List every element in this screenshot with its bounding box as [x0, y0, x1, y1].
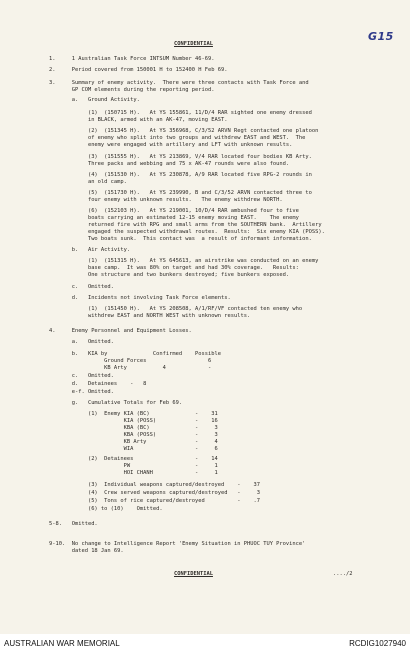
doc-line: of enemy who split into two groups and withdrew EAST and WEST. The: [49, 135, 306, 141]
doc-line: b. KIA by Confirmed Possible: [49, 351, 222, 357]
doc-line: (3) (151555 H). At YS 213869, V/4 RAR located four bodies KB Arty.: [49, 154, 312, 160]
doc-line: withdrew EAST and NORTH WEST with unknown results.: [49, 313, 251, 319]
doc-line: d. Incidents not involving Task Force elements.: [49, 295, 231, 301]
doc-line: Ground Forces 6: [49, 358, 212, 364]
doc-line: (6) (152103 H). At YS 219001, 10/D/4 RAR ambushed four to five: [49, 208, 299, 214]
doc-line: (5) (151730 H). At YS 239990, B and C/3/52 ARVN contacted three to: [49, 190, 312, 196]
doc-line: returned fire with RPG and small arms from the SOUTHERN bank. Artillery: [49, 222, 322, 228]
doc-line: c. Omitted.: [49, 284, 114, 290]
doc-line: an old camp.: [49, 179, 127, 185]
classification-footer: CONFIDENTIAL: [174, 571, 213, 577]
doc-line: (6) to (10) Omitted.: [49, 506, 163, 512]
doc-line: enemy were engaged with artillery and LFT with unknown results.: [49, 142, 293, 148]
archive-name: AUSTRALIAN WAR MEMORIAL: [4, 639, 120, 648]
doc-line: dated 18 Jan 69.: [49, 548, 124, 554]
doc-line: a. Omitted.: [49, 339, 114, 345]
doc-line: PW - 1: [49, 463, 218, 469]
doc-line: boats carrying an estimated 12-15 enemy moving EAST. The enemy: [49, 215, 299, 221]
doc-line: c. Omitted.: [49, 373, 114, 379]
doc-line: (4) (151530 H). At YS 230878, A/9 RAR located five RPG-2 rounds in: [49, 172, 312, 178]
archive-footer: [0, 634, 410, 654]
doc-line: in BLACK, armed with an AK-47, moving EAST.: [49, 117, 228, 123]
doc-line: HOI CHANH - 1: [49, 470, 218, 476]
doc-line: 9-10. No change to Intelligence Report 'Enemy Situation in PHUOC TUY Province': [49, 541, 306, 547]
doc-line: d. Detainees - 8: [49, 381, 147, 387]
doc-line: a. Ground Activity.: [49, 97, 140, 103]
doc-line: GP COM elements during the reporting period.: [49, 87, 215, 93]
doc-line: (3) Individual weapons captured/destroyed - 37: [49, 482, 260, 488]
doc-line: KBA (POSS) - 3: [49, 432, 218, 438]
doc-line: (1) (151450 H). At YS 208508, A/1/RF/VF contacted ten enemy who: [49, 306, 303, 312]
doc-line: 2. Period covered from 150001 H to 152400 H Feb 69.: [49, 67, 228, 73]
classification-header: CONFIDENTIAL: [174, 41, 213, 47]
doc-line: (1) (150715 H). At YS 155861, 11/D/4 RAR sighted one enemy dressed: [49, 110, 312, 116]
doc-line: g. Cumulative Totals for Feb 69.: [49, 400, 183, 406]
doc-line: KB Arty - 4: [49, 439, 218, 445]
doc-line: (5) Tons of rice captured/destroyed - .7: [49, 498, 260, 504]
doc-line: 1. 1 Australian Task Force INTSUM Number 46-69.: [49, 56, 215, 62]
doc-line: (2) Detainees - 14: [49, 456, 218, 462]
page-continuation: ..../2: [333, 571, 353, 577]
doc-line: WIA - 6: [49, 446, 218, 452]
doc-line: Three packs and webbing and 75 x AK-47 rounds were also found.: [49, 161, 290, 167]
doc-line: KB Arty 4 -: [49, 365, 212, 371]
doc-line: KBA (BC) - 3: [49, 425, 218, 431]
doc-line: e-f. Omitted.: [49, 389, 114, 395]
doc-line: (1) (151315 H). At YS 645613, an airstrike was conducted on an enemy: [49, 258, 319, 264]
doc-line: 5-8. Omitted.: [49, 521, 98, 527]
doc-line: (1) Enemy KIA (BC) - 31: [49, 411, 218, 417]
doc-line: KIA (POSS) - 16: [49, 418, 218, 424]
handwritten-reference: G15: [368, 30, 394, 43]
doc-line: One structure and two bunkers destroyed; five bunkers exposed.: [49, 272, 290, 278]
doc-line: engaged the suspected withdrawal routes. Results: Six enemy KIA (POSS).: [49, 229, 325, 235]
doc-line: Two boats sunk. This contact was a result of informant information.: [49, 236, 312, 242]
doc-line: base camp. It was 80% on target and had 30% coverage. Results:: [49, 265, 299, 271]
doc-line: 4. Enemy Personnel and Equipment Losses.: [49, 328, 192, 334]
doc-line: (2) (151345 H). At YS 356968, C/3/52 ARVN Regt contacted one platoon: [49, 128, 319, 134]
doc-line: (4) Crew served weapons captured/destroyed - 3: [49, 490, 260, 496]
doc-line: b. Air Activity.: [49, 247, 131, 253]
doc-line: four enemy with unknown results. The enemy withdrew NORTH.: [49, 197, 283, 203]
archive-id: RCDIG1027940: [349, 639, 406, 648]
doc-line: 3. Summary of enemy activity. There were three contacts with Task Force and: [49, 80, 309, 86]
